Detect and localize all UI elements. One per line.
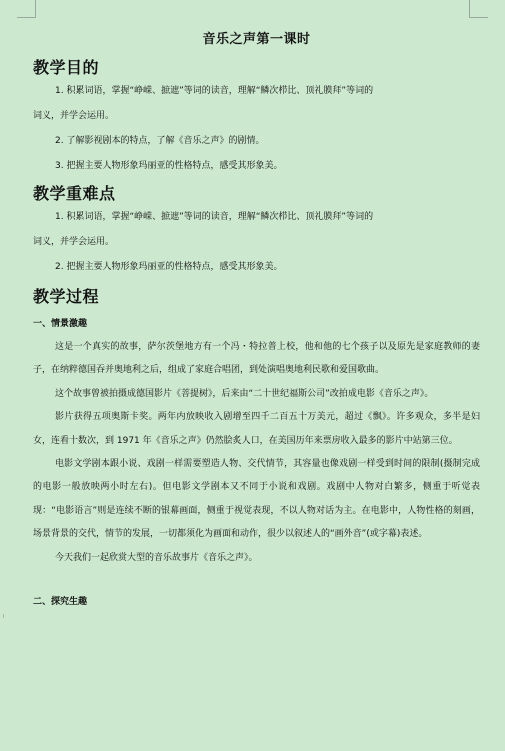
process-paragraph: 这个故事曾被拍摄成德国影片《菩提树》，后来由“二十世纪福斯公司”改拍成电影《音乐之声》。 — [55, 388, 434, 399]
keypoint-item: 2. 把握主要人物形象玛丽亚的性格特点，感受其形象美。 — [55, 262, 283, 272]
process-paragraph: 这是一个真实的故事，萨尔茨堡地方有一个冯・特拉普上校，他和他的七个孩子以及原先是家庭教师的妻子，在纳粹德国吞并奥地利之后，组成了家庭合唱团，到处演唱奥地利民歌和爱国歌曲。 — [33, 342, 480, 376]
page-corner-mark-top-right — [469, 0, 488, 18]
document-title: 音乐之声第一课时 — [202, 32, 311, 47]
spacer — [33, 570, 480, 578]
document-body — [33, 28, 480, 614]
page-corner-mark-top-left — [17, 0, 36, 18]
keypoint-item-continuation: 词义，并学会运用。 — [33, 237, 115, 247]
heading-keypoints: 教学重难点 — [33, 184, 116, 203]
margin-tick-mark — [3, 614, 4, 618]
heading-goals: 教学目的 — [33, 58, 100, 77]
process-paragraph: 今天我们一起欣赏大型的音乐故事片《音乐之声》。 — [55, 552, 258, 563]
process-paragraph: 电影文学剧本跟小说、戏剧一样需要塑造人物、交代情节，其容量也像戏剧一样受到时间的限制(摄制完成的电影一般放映两小时左右)。但电影文学剧本又不同于小说和戏剧。戏剧中人物对白繁多，侧重于听觉表现：“电影语言”则是连续不断的银幕画面，侧重于视觉表现，不以人物对话为主。在电影中，人物性格的刻画，场景背景的交代，情节的发展，一切都须化为画面和动作，很少以叙述人的“画外音”(或字幕)表述。 — [33, 459, 480, 540]
heading-process: 教学过程 — [33, 287, 100, 306]
goal-item: 1. 积累词语，掌握“峥嵘、摭遮”等词的读音，理解“鳞次栉比、顶礼膜拜”等词的 — [55, 86, 374, 96]
goal-item: 2. 了解影视剧本的特点，了解《音乐之声》的剧情。 — [55, 136, 265, 146]
goal-item: 3. 把握主要人物形象玛丽亚的性格特点，感受其形象美。 — [55, 161, 283, 171]
subheading-explore: 二、探究生趣 — [33, 597, 88, 608]
subheading-situation: 一、情景激趣 — [33, 319, 88, 329]
goal-item-continuation: 词义，并学会运用。 — [33, 111, 115, 121]
process-paragraph: 影片获得五项奥斯卡奖。两年内放映收入剧增至四千二百五十万美元，超过《飘》。许多观众，多半是妇女，连看十数次，到 1971 年《音乐之声》仍然脍炙人口，在美国历年来票房收入最多的影片中站第三位。 — [33, 412, 480, 446]
keypoint-item: 1. 积累词语，掌握“峥嵘、摭遮”等词的读音，理解“鳞次栉比、顶礼膜拜”等词的 — [55, 212, 374, 222]
